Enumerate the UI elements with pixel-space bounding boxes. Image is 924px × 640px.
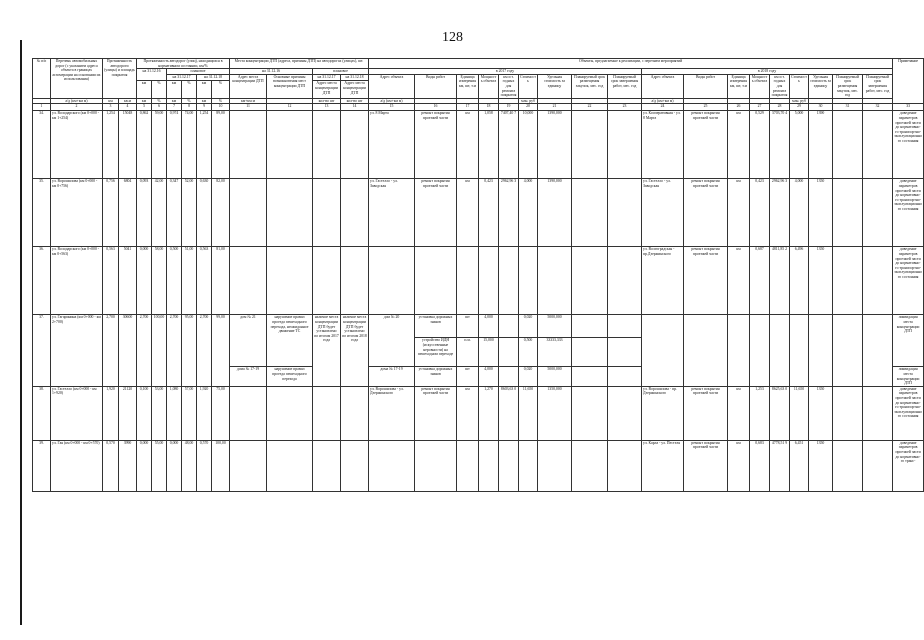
table-row: устройство ИДН (искусственные неровности) на пешеходном переходе п.м. 15,000 0,500 33333,333 bbox=[33, 338, 924, 367]
column-number: 3 bbox=[103, 104, 119, 111]
header-row-1: № п/п Перечень автомобильных дорог (с указанием адреса объекта в границах агломерации на основании их использования) Протяженность автодороги (улицы) и площадь покрытия Протяженность автодорог (улиц), находящихся в нормативном состоянии, км/% Места концентрации ДТП (адреса, причины ДТП) на автодорогах (улицах), шт. Объекты, предлагаемые к реализации, с перечнем мероприятий Примечание bbox=[33, 59, 924, 69]
column-number: 26 bbox=[728, 104, 750, 111]
header-row-2: на 31.12.16 плановое на 31.12.16 плановое в 2017 году в 2018 году bbox=[33, 69, 924, 75]
column-number: 4 bbox=[119, 104, 137, 111]
column-number: 9 bbox=[197, 104, 212, 111]
table-row: 38. ул. Гастелло (км 0+000 - км 1+920) 1,920 21120 0,100 53,00 1,080 57,00 1,920 75,00 ул. Ворошилова - ул. Дзержинского ремонт покрытия проезжей части км 1,270 8603,63 0 11,650 1350,000 ул. Ворошилова - пр. Дзержинского ремонт покрытия проезжей части км 1,253 8625,63 0 11,650 1350 доведение параметров проезжей части до нормативно-го транспортно-эксплуатационного состояния bbox=[33, 386, 924, 440]
column-number: 24 bbox=[642, 104, 684, 111]
table-row: 36. ул. Володарского (км 0+000 - км 0+563) 0,563 5041 0,000 58,00 0,500 51,00 0,563 81,00 ул. Волгоградская - пр.Дзержинского ремонт покрытия проезжей части км 0,687 4811,85 2 6,496 1350 доведение параметров проезжей части до нормативно-го транспортно-эксплуатационного состояния bbox=[33, 247, 924, 315]
binding-edge bbox=[20, 40, 22, 625]
column-number: 16 bbox=[415, 104, 457, 111]
column-number-row bbox=[33, 104, 924, 111]
column-number: 22 bbox=[572, 104, 608, 111]
column-number: 28 bbox=[770, 104, 790, 111]
column-number: 11 bbox=[230, 104, 267, 111]
header-row-3: на 31.12.17 на 31.12.18 Адрес места концентрации ДТП Основные причины возникновения мест концентрации ДТП на 31.12.17 на 31.12.18 Адрес объекта Виды работ Единица измерения км, шт, т.м Мощность объекта км и т. годных для ремонта покрытия Стоимость Удельная стоимость за единицу Планируемый срок размещения закупок, мес. год Планируемый срок завершения работ, мес. год Адрес объекта Виды работ Единица измерения км, шт, т.м Мощность объекта км и т. годных для ремонта покрытия Стоимость Удельная стоимость за единицу Планируемый срок размещения закупок, мес. год Планируемый срок завершения работ, мес. год bbox=[33, 74, 924, 81]
header-row-4: км % км % км % Адрес места концентрации ДТП Адрес места концентрации ДТП bbox=[33, 81, 924, 98]
column-number: 19 bbox=[499, 104, 519, 111]
column-number: 20 bbox=[519, 104, 538, 111]
column-number: 29 bbox=[790, 104, 809, 111]
column-number: 14 bbox=[341, 104, 369, 111]
column-number: 13 bbox=[313, 104, 341, 111]
table-row: 34. ул. Володарского (км 0+000 - км 1+254) 1,254 15048 0,862 59,00 0,974 74,00 1,254 89,00 ул. 8 Марта ремонт покрытия проезжей части км 1,058 7407,40 7 10,000 1390,000 ул. Кооперативная - ул. 8 Марта ремонт покрытия проезжей части км 0,529 3703,70 4 5,000 1390 доведение параметров проезжей части до нормативно-го транспортно-эксплуатационного состояния bbox=[33, 111, 924, 179]
column-number: 8 bbox=[182, 104, 197, 111]
column-number: 30 bbox=[809, 104, 833, 111]
table-row: 39. ул. Гая (км 0+000 - км 0+570) 0,570 3990 0,000 55,00 0,000 48,00 0,570 100,00 ул. Карла - ул. Пестеля ремонт покрытия проезжей части км 0,683 4778,51 9 6,451 1350 доведение параметров проезжей части до нормативно-го транс- bbox=[33, 440, 924, 491]
column-number: 15 bbox=[369, 104, 415, 111]
column-number: 1 bbox=[33, 104, 51, 111]
roads-table bbox=[32, 58, 924, 492]
column-number: 5 bbox=[137, 104, 152, 111]
column-number: 27 bbox=[750, 104, 770, 111]
page-number: 128 bbox=[442, 30, 463, 45]
table-row: 35. ул. Ворошилова (км 0+000 - км 0+756) 0,756 6804 0,093 42,00 0,347 52,00 0,630 82,00 ул. Гастелло - ул. Заводская ремонт покрытия проезжей части км 0,423 2962,96 3 4,000 1390,000 ул. Гастелло - ул. Заводская ремонт покрытия проезжей части км 0,423 2962,96 3 4,000 1350 доведение параметров проезжей части до нормативно-го транспортно-эксплуатационного состояния bbox=[33, 179, 924, 247]
column-number: 17 bbox=[457, 104, 479, 111]
column-number: 32 bbox=[863, 104, 893, 111]
column-number: 31 bbox=[833, 104, 863, 111]
column-number: 12 bbox=[267, 104, 313, 111]
column-number: 33 bbox=[893, 104, 924, 111]
header-units-row: а/д (км+км м) км кв.м км % км % км % км+км м кол-во шт кол-во шт а/д (км+км м) млн. руб а/д (км+км м) млн. руб bbox=[33, 98, 924, 104]
column-number: 10 bbox=[212, 104, 230, 111]
column-number: 6 bbox=[152, 104, 167, 111]
table-row: 37. ул. Гагаринина (км 0+000 - км 2+700) 2,700 30600 2,700 100,00 2,700 95,00 2,700 99,00 дом № 21 нарушение правил проезда пешеходного перехода, неожиданное движение ТС наличие места концентрации ДТП будет установлено по итогам 2017 года наличие места концентрации ДТП будет установлено по итогам 2018 года дом № 20 установка дорожных знаков шт 4,000 0,020 5000,000 ликвидация места концентрации ДТП bbox=[33, 315, 924, 338]
column-number: 2 bbox=[51, 104, 103, 111]
column-number: 25 bbox=[684, 104, 728, 111]
column-number: 7 bbox=[167, 104, 182, 111]
table-row: дома № 17-19 нарушение правил проезда пешеходного перехода дома № 17-19 установка дорожных знаков шт 4,000 0,020 5000,000 ликвидация места концентрации ДТП bbox=[33, 367, 924, 386]
column-number: 18 bbox=[479, 104, 499, 111]
column-number: 23 bbox=[608, 104, 642, 111]
column-number: 21 bbox=[538, 104, 572, 111]
